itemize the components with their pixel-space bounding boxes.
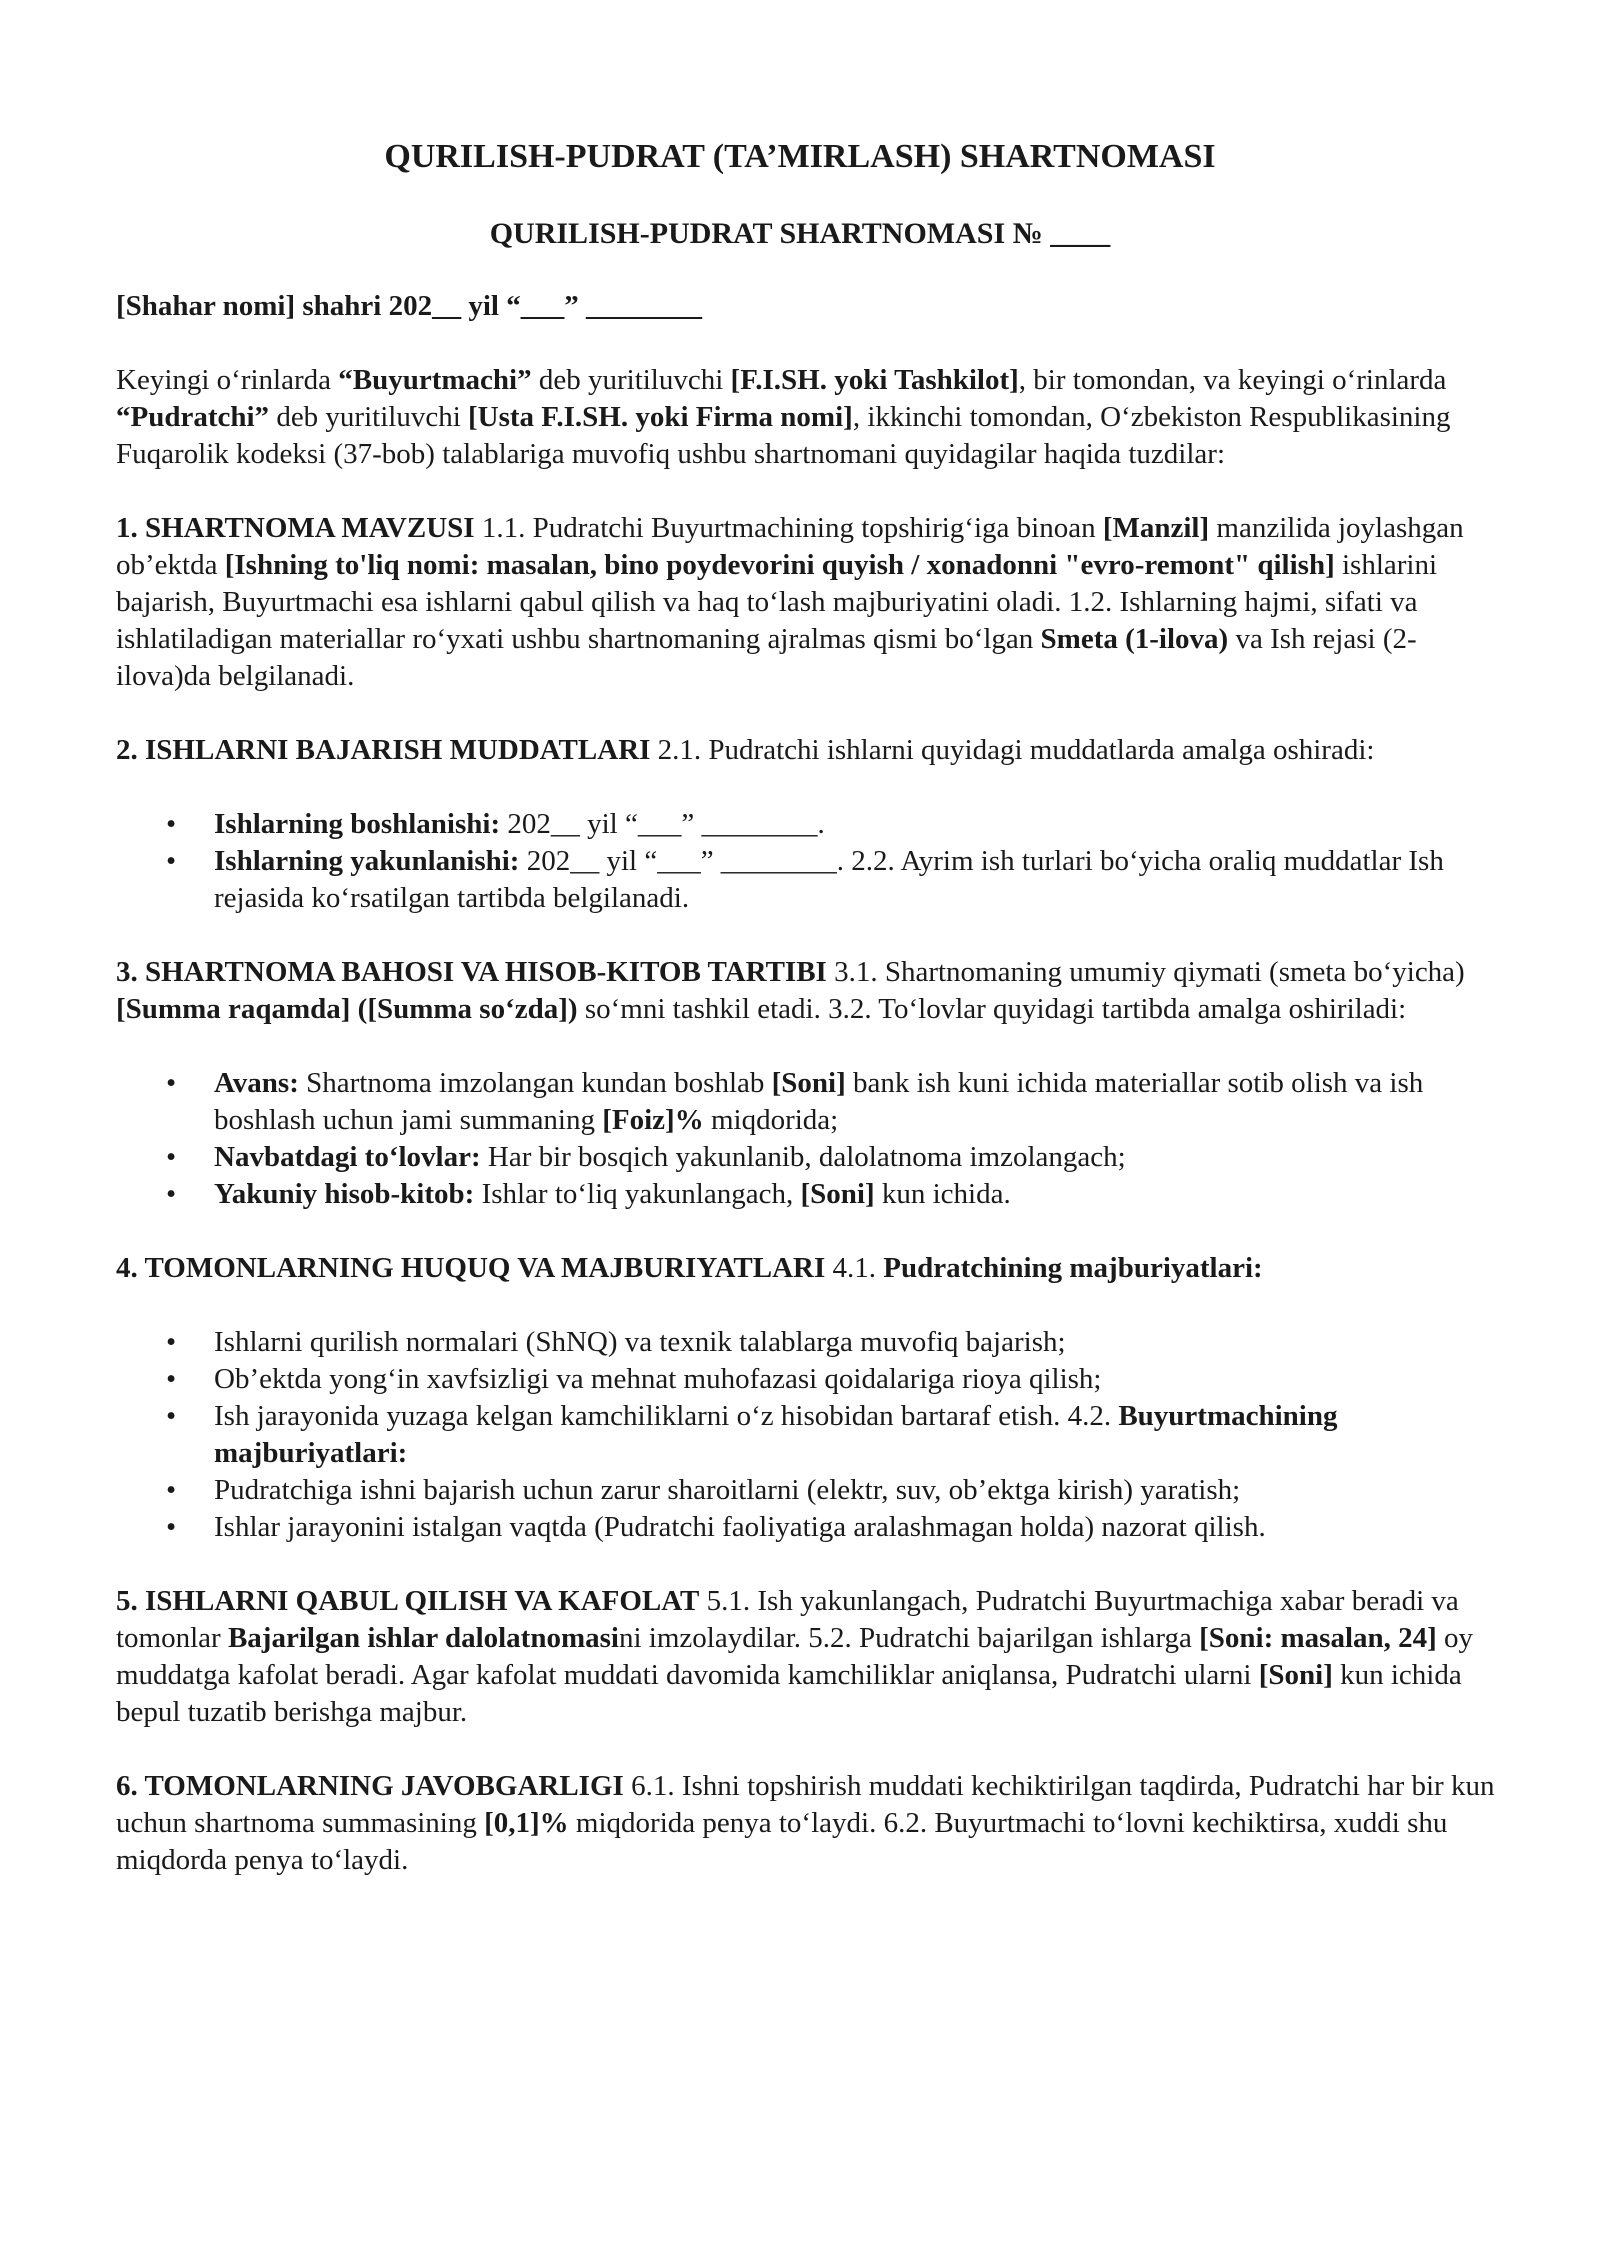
intro-paragraph <box>116 362 1496 473</box>
placeholder-field: [Soni: masalan, 24] <box>1199 1622 1437 1654</box>
section-5 <box>116 1583 1496 1731</box>
contract-number-title: QURILISH-PUDRAT SHARTNOMASI № ____ <box>489 217 1111 250</box>
list-item-label: Avans: <box>214 1067 299 1099</box>
section-heading: 3. SHARTNOMA BAHOSI VA HISOB-KITOB TARTIBI <box>116 956 827 988</box>
list-item-label: Ishlarning boshlanishi: <box>214 808 501 840</box>
section-6 <box>116 1768 1496 1879</box>
list-item-text: Har bir bosqich yakunlanib, dalolatnoma imzolangach; <box>480 1141 1126 1173</box>
section-2 <box>116 732 1496 769</box>
intro-text: deb yuritiluvchi <box>531 364 731 396</box>
list-item <box>116 1065 1496 1139</box>
placeholder-field: [Summa raqamda] ([Summa so‘zda]) <box>116 993 578 1025</box>
section-text: 1.1. Pudratchi Buyurtmachining topshirig‘iga binoan <box>474 512 1103 544</box>
list-item-text: bank ish kuni ichida materiallar sotib olish va ish boshlash uchun jami summaning <box>214 1067 1424 1136</box>
bullet-icon: • <box>166 1178 177 1210</box>
section-text: 5.1. Ish yakunlangach, Pudratchi Buyurtmachiga xabar beradi va tomonlar <box>116 1585 1459 1654</box>
list-item-text: miqdorida; <box>703 1104 839 1136</box>
list-item <box>116 1509 1496 1546</box>
intro-bold: “Pudratchi” <box>116 401 270 433</box>
intro-text: , bir tomondan, va keyingi o‘rinlarda <box>1018 364 1447 396</box>
list-item-text: Ob’ektda yong‘in xavfsizligi va mehnat muhofazasi qoidalariga rioya qilish; <box>214 1363 1102 1395</box>
document-title: QURILISH-PUDRAT (TA’MIRLASH) SHARTNOMASI <box>384 138 1216 175</box>
placeholder-field: [0,1]% <box>484 1807 569 1839</box>
bullet-icon: • <box>166 1067 177 1099</box>
list-item <box>116 1398 1496 1472</box>
list-item-label: Navbatdagi to‘lovlar: <box>214 1141 481 1173</box>
list-item-text: Ishlarni qurilish normalari (ShNQ) va texnik talablarga muvofiq bajarish; <box>214 1326 1066 1358</box>
section-heading: 4. TOMONLARNING HUQUQ VA MAJBURIYATLARI <box>116 1252 826 1284</box>
list-item <box>116 1324 1496 1361</box>
list-item-text: Pudratchiga ishni bajarish uchun zarur sharoitlarni (elektr, suv, ob’ektga kirish) yaratish; <box>214 1474 1241 1506</box>
section-4-list <box>116 1324 1496 1546</box>
list-item-text: 202__ yil “___” ________. 2.2. Ayrim ish turlari bo‘yicha oraliq muddatlar Ish rejasida ko‘rsatilgan tartibda belgilanadi. <box>214 845 1444 914</box>
section-3 <box>116 954 1496 1028</box>
section-text: 6.1. Ishni topshirish muddati kechiktirilgan taqdirda, Pudratchi har bir kun uchun shartnoma summasining <box>116 1770 1495 1839</box>
section-text: ishlarini bajarish, Buyurtmachi esa ishlarni qabul qilish va haq to‘lash majburiyatini oladi. 1.2. Ishlarning hajmi, sifati va ishlatiladigan materiallar ro‘yxati ushbu shartnomaning ajralmas qismi bo‘lgan <box>116 549 1438 655</box>
section-heading: 1. SHARTNOMA MAVZUSI <box>116 512 475 544</box>
placeholder-field: [Manzil] <box>1102 512 1210 544</box>
section-1 <box>116 510 1496 695</box>
section-heading: 6. TOMONLARNING JAVOBGARLIGI <box>116 1770 624 1802</box>
intro-bold: [Usta F.I.SH. yoki Firma nomi] <box>468 401 853 433</box>
intro-bold: “Buyurtmachi” <box>338 364 532 396</box>
document-body <box>116 288 1496 1916</box>
list-item-text: 202__ yil “___” ________. <box>500 808 825 840</box>
subsection-heading: Buyurtmachining majburiyatlari: <box>214 1400 1338 1469</box>
section-text: manzilida joylashgan ob’ektda <box>116 512 1464 581</box>
bullet-icon: • <box>166 1400 177 1432</box>
section-text: kun ichida bepul tuzatib berishga majbur. <box>116 1659 1462 1728</box>
section-text: oy muddatga kafolat beradi. Agar kafolat muddati davomida kamchiliklar aniqlansa, Pudratchi ularni <box>116 1622 1474 1691</box>
placeholder-field: [Ishning to'liq nomi: masalan, bino poydevorini quyish / xonadonni "evro-remont" qilish] <box>224 549 1335 581</box>
bullet-icon: • <box>166 808 177 840</box>
list-item <box>116 1139 1496 1176</box>
date-line: [Shahar nomi] shahri 202__ yil “___” ________ <box>116 290 702 322</box>
section-text: va Ish rejasi (2-ilova)da belgilanadi. <box>116 623 1417 692</box>
section-text: miqdorida penya to‘laydi. 6.2. Buyurtmachi to‘lovni kechiktirsa, xuddi shu miqdorda penya to‘laydi. <box>116 1807 1448 1876</box>
placeholder-field: [Soni] <box>800 1178 875 1210</box>
section-3-list <box>116 1065 1496 1213</box>
subsection-heading: Pudratchining majburiyatlari: <box>883 1252 1263 1284</box>
list-item-text: Ish jarayonida yuzaga kelgan kamchiliklarni o‘z hisobidan bartaraf etish. 4.2. <box>214 1400 1119 1432</box>
list-item <box>116 806 1496 843</box>
bullet-icon: • <box>166 1141 177 1173</box>
list-item-label: Ishlarning yakunlanishi: <box>214 845 520 877</box>
placeholder-field: [Soni] <box>1258 1659 1333 1691</box>
list-item-text: Ishlar to‘liq yakunlangach, <box>474 1178 801 1210</box>
bullet-icon: • <box>166 1363 177 1395</box>
intro-text: deb yuritiluvchi <box>269 401 468 433</box>
list-item-text: kun ichida. <box>874 1178 1011 1210</box>
intro-bold: [F.I.SH. yoki Tashkilot] <box>730 364 1019 396</box>
list-item-label: Yakuniy hisob-kitob: <box>214 1178 475 1210</box>
placeholder-field: Bajarilgan ishlar dalolatnomasi <box>227 1622 619 1654</box>
bullet-icon: • <box>166 1511 177 1543</box>
bullet-icon: • <box>166 845 177 877</box>
list-item-text: Ishlar jarayonini istalgan vaqtda (Pudratchi faoliyatiga aralashmagan holda) nazorat qilish. <box>214 1511 1266 1543</box>
bullet-icon: • <box>166 1326 177 1358</box>
list-item <box>116 1361 1496 1398</box>
placeholder-field: [Soni] <box>771 1067 846 1099</box>
placeholder-field: [Foiz]% <box>602 1104 704 1136</box>
intro-text: Keyingi o‘rinlarda <box>116 364 339 396</box>
section-heading: 2. ISHLARNI BAJARISH MUDDATLARI <box>116 734 651 766</box>
section-text: 3.1. Shartnomaning umumiy qiymati (smeta bo‘yicha) <box>826 956 1465 988</box>
intro-text: , ikkinchi tomondan, O‘zbekiston Respublikasining Fuqarolik kodeksi (37-bob) talablariga muvofiq ushbu shartnomani quyidagilar haqida tuzdilar: <box>116 401 1451 470</box>
section-4 <box>116 1250 1496 1287</box>
section-2-list <box>116 806 1496 917</box>
section-heading: 5. ISHLARNI QABUL QILISH VA KAFOLAT <box>116 1585 700 1617</box>
list-item <box>116 1176 1496 1213</box>
section-text: so‘mni tashkil etadi. 3.2. To‘lovlar quyidagi tartibda amalga oshiriladi: <box>577 993 1407 1025</box>
section-text: 4.1. <box>825 1252 884 1284</box>
bullet-icon: • <box>166 1474 177 1506</box>
list-item-text: Shartnoma imzolangan kundan boshlab <box>298 1067 772 1099</box>
section-text: ni imzolaydilar. 5.2. Pudratchi bajarilgan ishlarga <box>618 1622 1200 1654</box>
list-item <box>116 843 1496 917</box>
section-text: 2.1. Pudratchi ishlarni quyidagi muddatlarda amalga oshiradi: <box>650 734 1375 766</box>
placeholder-field: Smeta (1-ilova) <box>1040 623 1229 655</box>
list-item <box>116 1472 1496 1509</box>
